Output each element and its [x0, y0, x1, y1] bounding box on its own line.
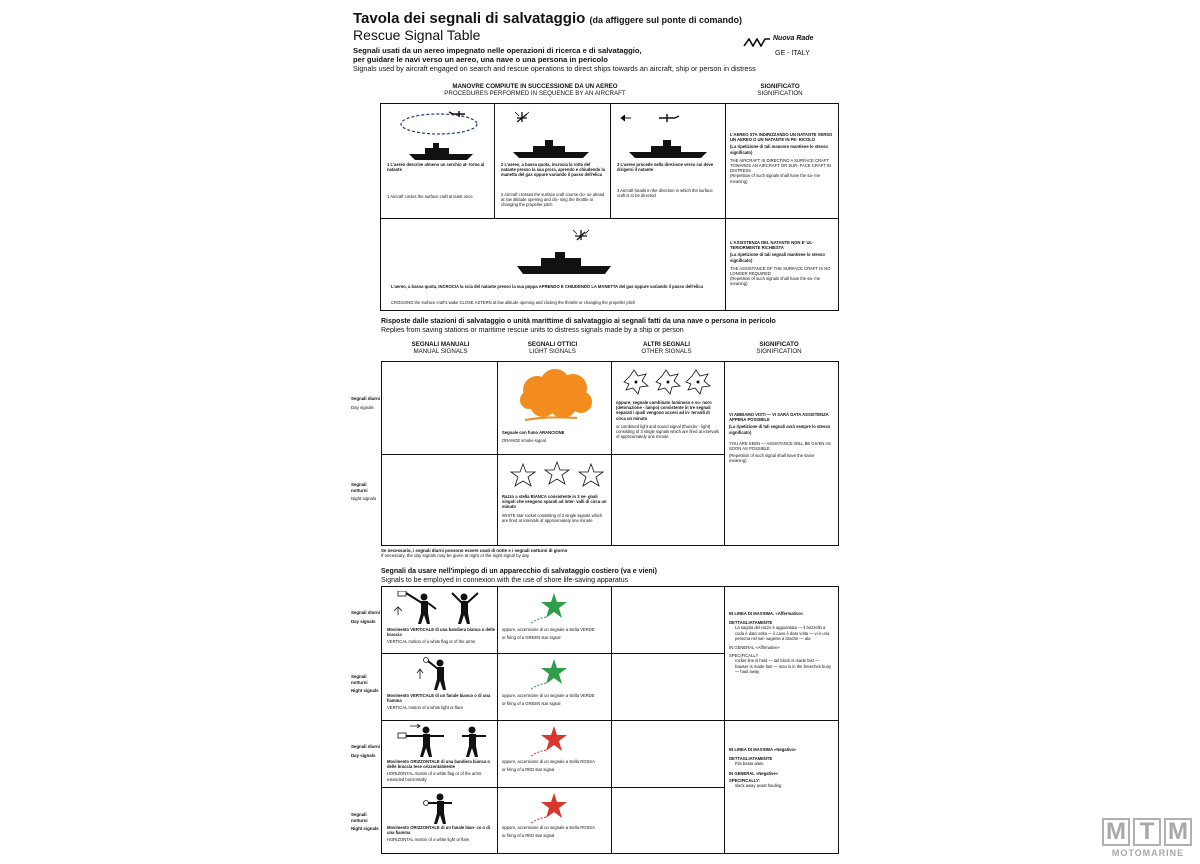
s3-row2-manual-text: Movimento VERTICALE di un fanale bianco o di una fiamma VERTICAL motion of a white light or flare	[387, 693, 491, 711]
s2-footnote: Se necessario, i segnali diurni possono essere usati di notte e i segnali notturni di giorno If necessary, the day signals may be given at night or the night signal by day	[381, 548, 568, 559]
white-rocket-text: Razzo a stella BIANCA consistente in 3 se- gnali singoli che vengono sparati ad inter- valli di circa un minuto WHITE star rocket consisting of 3 single signals which are fired at intervals of approximately one minute	[502, 494, 607, 523]
other-signal-text: oppure, segnale combinato luminoso e so- noro (detonazione - lampo) consistente in tre segnali separati i quali vengono accesi ad in- tervalli di circa un minuto or combined light and sound signal (thunder - light) consisting of 3 single signals which are fired at intervals of approximately one minute	[616, 400, 719, 440]
title-note: (da affiggere sul ponte di comando)	[589, 15, 742, 25]
s2-header-manual: SEGNALI MANUALI MANUAL SIGNALS	[411, 341, 470, 355]
red-star-icon-1	[522, 724, 572, 758]
thunder-light-icon	[620, 366, 716, 396]
s2-header-light: SEGNALI OTTICI LIGHT SIGNALS	[527, 341, 578, 355]
brand-name: Nuova Rade	[773, 35, 814, 42]
s2-row-label-night: Segnali notturni Night signals	[351, 482, 377, 501]
s1-signification-1: L'AEREO STA INDIRIZZANDO UN NATANTE VERSO UN AEREO O UN NATANTE IN PE- RICOLO (La ripetizione di tali manovre mantiene lo stesso significato) THE AIRCRAFT IS DIRECTING A SURFACE CRAFT TOWARDS AN AIRCRAFT OR SUR- FACE CRAFT IN DISTRESS (Repetition of such signals shall have the sa- me meaning)	[730, 132, 833, 184]
s1-table	[380, 103, 839, 311]
s2-signification: VI ABBIAMO VISTI — VI SARÀ DATA ASSISTENZA APPENA POSSIBILE (La ripetizione di tali segnali avrà sempre lo stesso significato) YOU ARE SEEN — ASSISTANCE WILL BE GIVEN AS SOON AS POSSIBLE (Repetition of such signal shall have the same meaning)	[729, 412, 831, 464]
s3-row1-manual-text: Movimento VERTICALE di una bandiera bianca o delle braccia VERTICAL motion of a white flag or of the arms	[387, 627, 495, 645]
s3-row3-manual-text: Movimento ORIZZONTALE di una bandiera bianca o delle braccia tese orizzontalmente HORIZONTAL motion of a white flag or of the arms extended horizontally	[387, 759, 490, 782]
s3-row-label-4: Segnali notturni Night signals	[351, 812, 379, 831]
s3-heading: Segnali da usare nell'impiego di un apparecchio di salvataggio costiero (va e vieni) Signals to be employed in connexion with the use of shore life-saving apparatus	[381, 568, 657, 584]
s2-header-other: ALTRI SEGNALI OTHER SIGNALS	[641, 341, 692, 355]
watermark-letter-t: T	[1133, 818, 1161, 846]
s3-row2-light-text: oppure, accensione di un segnale a stella VERDE or firing of a GREEN star signal	[502, 693, 595, 707]
s2-header-signification: SIGNIFICATO SIGNIFICATION	[756, 341, 802, 355]
white-star-rocket-icon	[507, 460, 607, 490]
green-star-icon-1	[522, 591, 572, 625]
s3-row-label-1: Segnali diurni Day signals	[351, 610, 381, 624]
s3-signification-affirmative: IN LINEA DI MASSIMA. «Affermativo» DETTAGLIATAMENTE La sagola del razzo è agguantata — il bozzello a coda è dato volta — il cavo è dato volta — vi è una persona nel sal- vagente a brache — ala IN GENERAL «Affirmative» SPECIFICALLY rocket line is held — tail block is made fast — hawser is made fast — man is in the breeches buoy — haul away	[729, 611, 832, 674]
step2-en: 2 Aircraft crosses the surface craft course clo- se ahead at low altitude opening and clo- sing the throttle or changing the propeller pitch	[501, 192, 605, 208]
s1-signification-2: L'ASSISTENZA DEL NATANTE NON E' UL- TERIORMENTE RICHIESTA (La ripetizione di tali segnali mantiene lo stesso significato) THE ASSISTANCE OF THE SURFACE CRAFT IS NO LONGER REQUIRED (Repetition of such signals shall have the sa- me meaning)	[730, 240, 831, 287]
aircraft-cross-wake-illustration	[511, 230, 621, 278]
aircraft-cross-bow-illustration	[503, 110, 599, 162]
s1-header-procedures: MANOVRE COMPIUTE IN SUCCESSIONE DA UN AEREO PROCEDURES PERFORMED IN SEQUENCE BY AN AIRCRAFT	[444, 83, 626, 97]
s2-table	[381, 361, 839, 546]
brand-place: GE - ITALY	[775, 50, 810, 57]
s3-signification-negative: IN LINEA DI MASSIMA «Negativo» DETTAGLIATAMENTE Fila basta alare IN GENERAL «Negative» SPECIFICALLY: slack away avast hauling	[729, 747, 797, 789]
s3-row4-manual-text: Movimento ORIZZONTALE di un fanale bian- co o di una fiamma HORIZONTAL motion of a white light or flare	[387, 825, 490, 843]
red-star-icon-2	[522, 791, 572, 825]
s1-header-signification: SIGNIFICATO SIGNIFICATION	[757, 83, 803, 97]
s2-heading: Risposte dalle stazioni di salvataggio o unità marittime di salvataggio ai segnali fatti da una nave o persona in pericolo Replies from saving stations or maritime rescue units to distress signals made by a ship or person	[381, 318, 776, 334]
vertical-flag-figures-icon	[392, 591, 490, 625]
row2-it: L'aereo, a bassa quota, INCROCIA la scia del natante presso la sua poppa APRENDO E CHIUDENDO LA MANETTA del gas oppure variando il passo dell'elica	[391, 284, 703, 289]
s3-row-label-2: Segnali notturni Night signals	[351, 674, 379, 693]
horizontal-flag-figures-icon	[392, 724, 490, 758]
row2-en: CROSSING the surface craft's wake CLOSE ASTERN at low altitude opening and closing the throttle or changing the propeller pitch	[391, 300, 636, 305]
step3-en: 3 Aircraft heads in the direction in which the surface craft is to be directed	[617, 188, 713, 199]
step3-it: 3 L'aereo procede nella direzione verso cui deve dirigersi il natante	[617, 162, 714, 173]
motomarine-watermark	[1102, 818, 1198, 858]
watermark-letter-m: M	[1102, 818, 1130, 846]
intro-text: Segnali usati da un aereo impegnato nelle operazioni di ricerca e di salvataggio, per guidare le navi verso un aereo, una nave o una persona in pericolo Signals used by aircraft engaged on search and rescue operations to direct ships towards an aircraft, ship or person in distress	[353, 46, 756, 73]
smoke-signal-text: Segnale con fumo ARANCIONE ORANGE smoke signal	[502, 430, 565, 444]
watermark-letter-m2: M	[1164, 818, 1192, 846]
step1-it: 1 L'aereo descrive almeno un cerchio at- torno al natante	[387, 162, 485, 173]
vertical-light-figure-icon	[416, 657, 466, 691]
s3-row3-light-text: oppure, accensione di un segnale a stella ROSSA or firing of a RED star signal	[502, 759, 595, 773]
aircraft-circle-illustration	[395, 110, 483, 162]
page-title: Tavola dei segnali di salvataggio (da affiggere sul ponte di comando)	[353, 10, 742, 27]
orange-smoke-icon	[517, 368, 597, 424]
step1-en: 1 Aircraft circles the surface craft at least once	[387, 194, 473, 199]
watermark-brand: MOTOMARINE	[1111, 848, 1185, 858]
horizontal-light-figure-icon	[416, 791, 466, 825]
rescue-signal-sheet	[345, 6, 840, 854]
s3-row1-light-text: oppure, accensione di un segnale a stella VERDE or firing of a GREEN star signal	[502, 627, 595, 641]
s3-row-label-3: Segnali diurni Day signals	[351, 744, 381, 758]
s3-table	[381, 586, 839, 854]
s2-row-label-day: Segnali diurni Day signals	[351, 396, 381, 410]
step2-it: 2 L'aereo, a bassa quota, incrocia la rotta del natante presso la sua prora, aprendo e chiudendo la manetta del gas oppure variando il passo dell'elica	[501, 162, 606, 178]
page-title-en: Rescue Signal Table	[353, 27, 481, 43]
aircraft-heading-illustration	[619, 110, 717, 162]
s3-row4-light-text: oppure, accensione di un segnale a stella ROSSA or firing of a RED star signal	[502, 825, 595, 839]
green-star-icon-2	[522, 657, 572, 691]
